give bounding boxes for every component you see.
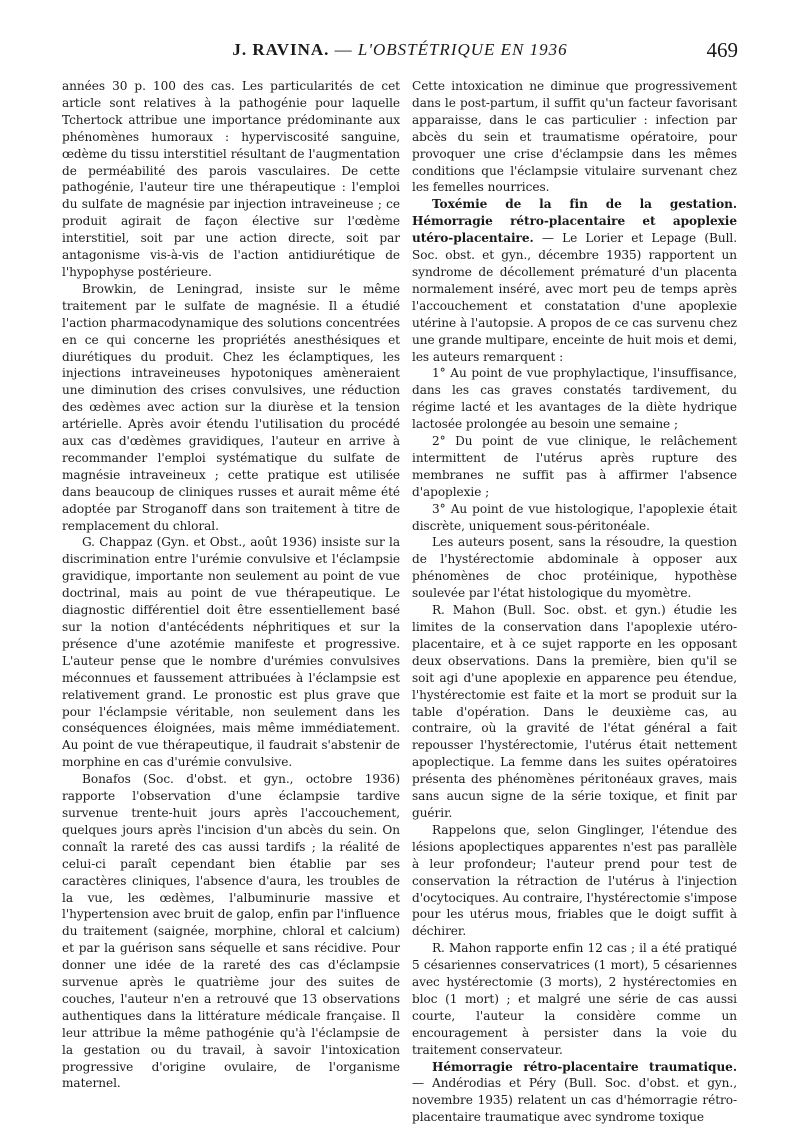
paragraph: G. Chappaz (Gyn. et Obst., août 1936) insiste sur la discrimination entre l'urémie convulsive et l'éclampsie gravidique, importante non seulement au point de vue doctrinal, mais au point de vue thérapeutique. Le diagnostic différentiel doit être essentiellement basé sur la notion d'antécédents néphritiques et sur la présence d'une azotémie manifeste et progressive. L'auteur pense que le nombre d'urémies convulsives méconnues et faussement attribuées à l'éclampsie est relativement grand. Le pronostic est plus grave que pour l'éclampsie véritable, non seulement dans les conséquences éloignées, mais même immédiatement. Au point de vue thérapeutique, il faudrait s'abstenir de morphine en cas d'urémie convulsive. xyxy=(62,535,400,770)
paragraph: 3° Au point de vue histologique, l'apoplexie était discrète, uniquement sous-péritonéale. xyxy=(412,501,737,533)
section-heading-paragraph xyxy=(412,196,737,365)
running-title xyxy=(62,40,738,60)
running-title-dash: — xyxy=(329,40,358,59)
section-heading: Hémorragie rétro-placentaire traumatique. xyxy=(432,1059,737,1074)
paragraph: Rappelons que, selon Ginglinger, l'étendue des lésions apoplectiques apparentes n'est pas parallèle à leur profondeur; l'auteur prend pour test de conservation la rétraction de l'utérus à l'injection d'ocytociques. Au contraire, l'hystérectomie s'impose pour les utérus mous, friables que le doigt suffit à déchirer. xyxy=(412,822,737,939)
paragraph: Bonafos (Soc. d'obst. et gyn., octobre 1936) rapporte l'observation d'une éclampsie tardive survenue trente-huit jours après l'accouchement, quelques jours après l'incision d'un abcès du sein. On connaît la rareté des cas aussi tardifs ; la réalité de celui-ci paraît cependant bien établie par ses caractères cliniques, l'absence d'aura, les troubles de la vue, les œdèmes, l'albuminurie massive et l'hypertension avec bruit de galop, enfin par l'influence du traitement (saignée, morphine, chloral et calcium) et par la guérison sans séquelle et sans récidive. Pour donner une idée de la rareté des cas d'éclampsie survenue après le quatrième jour des suites de couches, l'auteur n'en a retrouvé que 13 observations authentiques dans la littérature médicale française. Il leur attribue la même pathogénie qu'à l'éclampsie de la gestation ou du travail, à savoir l'intoxication progressive d'origine ovulaire, de l'organisme maternel. xyxy=(62,772,400,1091)
right-column xyxy=(412,78,737,1126)
paragraph: 2° Du point de vue clinique, le relâchement intermittent de l'utérus après rupture des membranes ne suffit pas à affirmer l'absence d'apoplexie ; xyxy=(412,434,737,499)
paragraph: R. Mahon (Bull. Soc. obst. et gyn.) étudie les limites de la conservation dans l'apoplexie utéro-placentaire, et à ce sujet rapporte en les opposant deux observations. Dans la première, bien qu'il se soit agi d'une apoplexie en apparence peu étendue, l'hystérectomie est faite et la mort se produit sur la table d'opération. Dans le deuxième cas, au contraire, où la gravité de l'état général a fait repousser l'hystérectomie, l'utérus était nettement apoplectique. La femme dans les suites opératoires présenta des phénomènes péritonéaux graves, mais sans aucun signe de la série toxique, et finit par guérir. xyxy=(412,603,737,820)
section-heading-paragraph xyxy=(412,1059,737,1127)
running-title-author: J. RAVINA. xyxy=(232,40,330,59)
paragraph: Browkin, de Leningrad, insiste sur le même traitement par le sulfate de magnésie. Il a étudié l'action pharmacodynamique des solutions concentrées en ce qui concerne les propriétés anesthésiques et diurétiques du produit. Chez les éclamptiques, les injections intraveineuses hypotoniques amèneraient une diminution des crises convulsives, une réduction des œdèmes avec action sur la diurèse et la tension artérielle. Après avoir étendu l'utilisation du procédé aux cas d'œdèmes gravidiques, l'auteur en arrive à recommander l'emploi systématique du sulfate de magnésie intraveineux ; cette pratique est utilisée dans beaucoup de cliniques russes et aurait même été adoptée par Stroganoff dans son traitement à titre de remplacement du chloral. xyxy=(62,281,400,533)
section-text: — Le Lorier et Lepage (Bull. Soc. obst. et gyn., décembre 1935) rapportent un syndrome de décollement prématuré d'un placenta normalement inséré, avec mort peu de temps après l'accouchement et constatation d'une apoplexie utérine à l'autopsie. A propos de ce cas survenu chez une grande multipare, enceinte de huit mois et demi, les auteurs remarquent : xyxy=(412,231,737,364)
paragraph: R. Mahon rapporte enfin 12 cas ; il a été pratiqué 5 césariennes conservatrices (1 mort), 5 césariennes avec hystérectomie (3 morts), 2 hystérectomies en bloc (1 mort) ; et malgré une série de cas aussi courte, l'auteur la considère comme un encouragement à persister dans la voie du traitement conservateur. xyxy=(412,941,737,1057)
running-title-journal: L'OBSTÉTRIQUE EN 1936 xyxy=(357,40,568,59)
paragraph: années 30 p. 100 des cas. Les particularités de cet article sont relatives à la pathogénie pour laquelle Tchertock attribue une importance prédominante aux phénomènes humoraux : hyperviscosité sanguine, œdème du tissu interstitiel résultant de l'augmentation de perméabilité des parois vasculaires. De cette pathogénie, l'auteur tire une thérapeutique : l'emploi du sulfate de magnésie par injection intraveineuse ; ce produit agirait de façon élective sur l'œdème interstitiel, soit par une action directe, soit par antagonisme vis-à-vis de l'action antidiurétique de l'hypophyse postérieure. xyxy=(62,79,400,279)
section-text: — Andérodias et Péry (Bull. Soc. d'obst. et gyn., novembre 1935) relatent un cas d'hémorragie rétro-placentaire traumatique avec syndrome toxique xyxy=(412,1076,737,1125)
left-column xyxy=(62,78,400,1092)
section-heading: Toxémie de la fin de la gestation. Hémorragie rétro-placentaire et apoplexie utéro-placentaire. xyxy=(412,197,737,246)
paragraph: Cette intoxication ne diminue que progressivement dans le post-partum, il suffit qu'un facteur favorisant apparaisse, dans le cas particulier : infection par abcès du sein et traumatisme opératoire, pour provoquer une crise d'éclampsie dans les mêmes conditions que l'éclampsie vitulaire survenant chez les femelles nourrices. xyxy=(412,79,737,195)
page-header xyxy=(62,38,738,68)
paragraph: Les auteurs posent, sans la résoudre, la question de l'hystérectomie abdominale à opposer aux phénomènes de choc protéinique, hypothèse soulevée par l'état histologique du myomètre. xyxy=(412,535,737,601)
page-number: 469 xyxy=(706,38,738,62)
paragraph: 1° Au point de vue prophylactique, l'insuffisance, dans les cas graves constatés tardivement, du régime lacté et les avantages de la diète hydrique lactosée prolongée au besoin une semaine ; xyxy=(412,366,737,432)
